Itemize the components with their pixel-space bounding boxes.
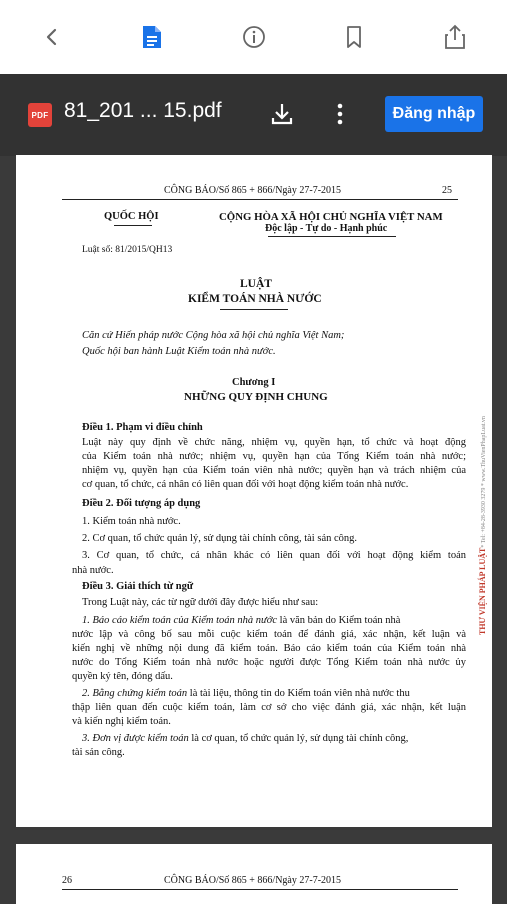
org-name: QUỐC HỘI xyxy=(104,211,159,222)
law-title-1: LUẬT xyxy=(240,278,272,290)
article-2-line: 1. Kiểm toán nhà nước. xyxy=(82,516,181,527)
article-2-line: 3. Cơ quan, tổ chức, cá nhân khác có liên quan đối với hoạt động kiểm toán xyxy=(82,550,466,561)
pdf-page-2 xyxy=(16,844,492,904)
motto-underline xyxy=(268,236,396,237)
page-number: 25 xyxy=(442,185,452,196)
info-icon xyxy=(242,25,266,49)
definition-1-line: nước lập và công bố sau mỗi cuộc kiểm toán để đánh giá, xác nhận, kết luận và xyxy=(72,629,466,640)
definition-2-line: 2. Bằng chứng kiểm toán là tài liệu, thông tin do Kiểm toán viên nhà nước thu xyxy=(82,688,410,699)
bookmark-button[interactable] xyxy=(336,19,372,55)
pdf-page-1 xyxy=(16,155,492,827)
definition-2-line: và kiến nghị kiểm toán. xyxy=(72,716,171,727)
article-2-line: nhà nước. xyxy=(72,565,114,576)
article-3-title: Điều 3. Giải thích từ ngữ xyxy=(82,581,194,592)
page-number: 26 xyxy=(62,875,72,886)
definition-3-line: 3. Đơn vị được kiểm toán là cơ quan, tổ chức quản lý, sử dụng tài chính công, xyxy=(82,733,409,744)
download-icon xyxy=(268,100,296,128)
basis-line-1: Căn cứ Hiến pháp nước Cộng hòa xã hội chủ nghĩa Việt Nam; xyxy=(82,330,345,341)
document-button[interactable] xyxy=(134,19,170,55)
bookmark-icon xyxy=(344,25,364,49)
header-rule xyxy=(62,199,458,200)
share-button[interactable] xyxy=(437,19,473,55)
article-1-title: Điều 1. Phạm vi điều chỉnh xyxy=(82,422,203,433)
watermark-vertical: THƯ VIỆN PHÁP LUẬT* Tel: +84-28-3930 3279 * www.ThuVienPhapLuat.vn xyxy=(478,416,487,635)
article-3-intro: Trong Luật này, các từ ngữ dưới đây được hiểu như sau: xyxy=(82,597,319,608)
page-header-text: CÔNG BÁO/Số 865 + 866/Ngày 27-7-2015 xyxy=(164,185,342,196)
definition-3-line: tài sản công. xyxy=(72,747,125,758)
definition-1-line: quyền ký tên, đóng dấu. xyxy=(72,671,173,682)
org-underline xyxy=(114,225,152,226)
article-1-line: Luật này quy định về chức năng, nhiệm vụ, quyền hạn, tổ chức và hoạt động xyxy=(82,437,466,448)
republic-title: CỘNG HÒA XÃ HỘI CHỦ NGHĨA VIỆT NAM xyxy=(219,211,443,223)
top-toolbar xyxy=(0,0,507,74)
login-button[interactable]: Đăng nhập xyxy=(385,96,483,132)
download-button[interactable] xyxy=(268,100,296,128)
definition-1-line: nước do Tổng Kiểm toán nhà nước hoặc người được Tổng Kiểm toán nhà nước ủy xyxy=(72,657,466,668)
title-underline xyxy=(220,309,288,310)
pdf-filename: 81_201 ... 15.pdf xyxy=(64,99,222,122)
article-1-line: cơ quan, tổ chức, cá nhân có liên quan đối với hoạt động kiểm toán nhà nước. xyxy=(82,479,409,490)
law-number: Luật số: 81/2015/QH13 xyxy=(82,245,173,255)
page-header-text: CÔNG BÁO/Số 865 + 866/Ngày 27-7-2015 xyxy=(164,875,342,886)
more-vert-icon xyxy=(330,100,350,128)
definition-1-line: 1. Báo cáo kiểm toán của Kiểm toán nhà nước là văn bản do Kiểm toán nhà xyxy=(82,615,401,626)
more-options-button[interactable] xyxy=(330,100,350,128)
basis-line-2: Quốc hội ban hành Luật Kiểm toán nhà nước. xyxy=(82,346,276,357)
article-1-line: nhiệm vụ, quyền hạn của Kiểm toán viên nhà nước; quyền hạn và trách nhiệm của xyxy=(82,465,466,476)
document-icon xyxy=(141,24,163,50)
header-rule xyxy=(62,889,458,890)
law-title-2: KIỂM TOÁN NHÀ NƯỚC xyxy=(188,293,322,305)
national-motto: Độc lập - Tự do - Hạnh phúc xyxy=(265,223,388,234)
chapter-number: Chương I xyxy=(232,377,276,388)
article-2-title: Điều 2. Đối tượng áp dụng xyxy=(82,498,201,509)
definition-2-line: thập liên quan đến cuộc kiểm toán, làm cơ sở cho việc đánh giá, xác nhận, kết luận xyxy=(72,702,466,713)
definition-1-line: kiến nghị về những nội dung đã kiểm toán. Báo cáo kiểm toán của Kiểm toán nhà xyxy=(72,643,466,654)
pdf-file-icon: PDF xyxy=(28,103,52,127)
back-button[interactable] xyxy=(34,19,70,55)
article-1-line: của Kiểm toán nhà nước; nhiệm vụ, quyền hạn của Tổng Kiểm toán nhà nước; xyxy=(82,451,466,462)
chevron-left-icon xyxy=(42,27,62,47)
chapter-title: NHỮNG QUY ĐỊNH CHUNG xyxy=(184,391,328,403)
article-2-line: 2. Cơ quan, tổ chức quản lý, sử dụng tài chính công, tài sản công. xyxy=(82,533,358,544)
share-icon xyxy=(443,24,467,50)
info-button[interactable] xyxy=(236,19,272,55)
